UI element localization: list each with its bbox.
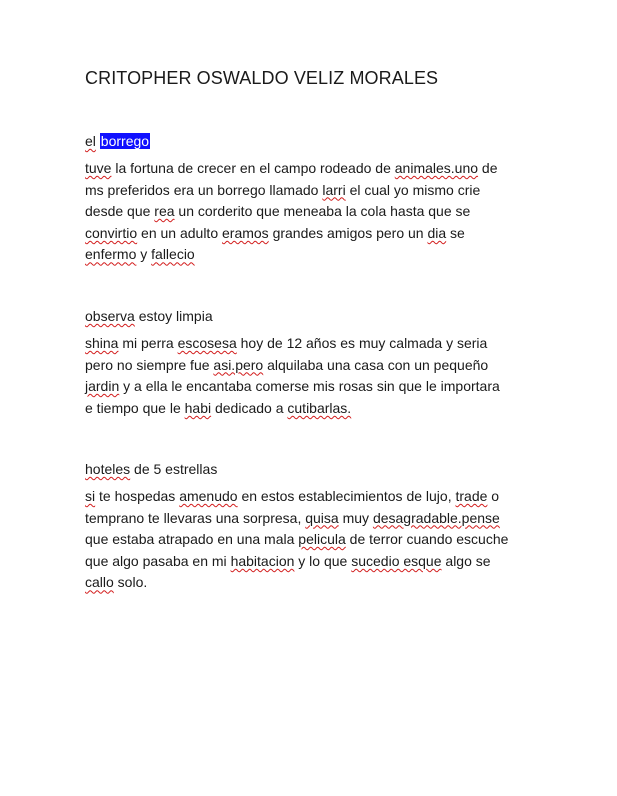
text: e tiempo que le [85,399,185,416]
text: algo se [441,552,491,569]
text: grandes amigos pero un [268,224,428,241]
text: y lo que [294,552,352,569]
spell-error: sucedio esque [351,552,442,569]
text: alquilaba una casa con un pequeño [263,356,489,373]
spell-error: enfermo [85,246,137,263]
spell-error: amenudo [179,488,238,504]
text: de [478,160,498,176]
text: y a ella le encantaba comerse mis rosas sin que le importara [119,378,500,395]
spell-error: fallecio [151,246,195,263]
text: que algo pasaba en mi [85,552,231,569]
text: mi perra [118,335,178,351]
spell-error: hoteles [85,461,131,477]
spell-error: jardin [85,378,120,395]
spell-error: si [85,488,96,504]
text-line [85,333,545,355]
spell-error: quisa [305,509,339,526]
text: de terror cuando escuche [345,531,509,548]
spell-error: rea [154,203,175,220]
paragraph [85,486,545,594]
text: que estaba atrapado en una mala [85,531,299,548]
spell-error: el [85,133,96,149]
spell-error: callo [85,574,114,591]
spell-error: observa [85,308,135,324]
text-line [85,398,545,420]
text: solo. [113,574,148,591]
text-line [85,551,545,573]
spell-error: convirtio [85,224,138,241]
text: desde que [85,203,155,220]
text-line [85,180,545,202]
text: muy [338,509,373,526]
section-hoteles-de-5-estrellas [85,459,545,594]
heading-text: de 5 estrellas [130,461,218,477]
section-heading [85,131,545,151]
text-line [85,158,545,180]
text-line [85,376,545,398]
text: y [136,246,152,263]
text: dedicado a [211,399,288,416]
spell-error: animales.uno [394,160,479,176]
spell-error: trade [455,488,488,504]
section-heading [85,306,545,326]
spell-error: shina [85,335,119,351]
text: o [487,488,500,504]
text: temprano te llevaras una sorpresa, [85,509,306,526]
paragraph [85,158,545,266]
section-observa-estoy-limpia [85,306,545,419]
spell-error: larri [322,181,346,198]
text: hoy de 12 años es muy calmada y seria [236,335,488,351]
spell-error: desagradable.pense [372,509,500,526]
highlighted-text: borrego [100,133,150,149]
spell-error: asi.pero [213,356,264,373]
text: ms preferidos era un borrego llamado [85,181,323,198]
document-title: CRITOPHER OSWALDO VELIZ MORALES [85,68,439,88]
spell-error: escosesa [177,335,237,351]
spell-error: habi [184,399,212,416]
section-el-borrego [85,131,545,266]
spell-error: dia [427,224,447,241]
text: un corderito que meneaba la cola hasta que se [174,203,471,220]
text-line [85,529,545,551]
text-line [85,201,545,223]
paragraph [85,333,545,419]
text: te hospedas [95,488,180,504]
text: se [446,224,465,241]
spell-error: tuve [85,160,112,176]
text-line [85,223,545,245]
text: el cual yo mismo crie [345,181,481,198]
spell-error: habitacion [230,552,295,569]
text-line [85,508,545,530]
text: en estos establecimientos de lujo, [237,488,456,504]
text-line [85,244,545,266]
text-line [85,486,545,508]
text: la fortuna de crecer en el campo rodeado de [111,160,395,176]
text: en un adulto [137,224,222,241]
spell-error: pelicula [298,531,346,548]
spell-error: cutibarlas. [287,399,352,416]
text: pero no siempre fue [85,356,214,373]
heading-text: estoy limpia [134,308,213,324]
text-line [85,355,545,377]
section-heading [85,459,545,479]
spell-error: eramos [222,224,269,241]
text-line [85,572,545,594]
